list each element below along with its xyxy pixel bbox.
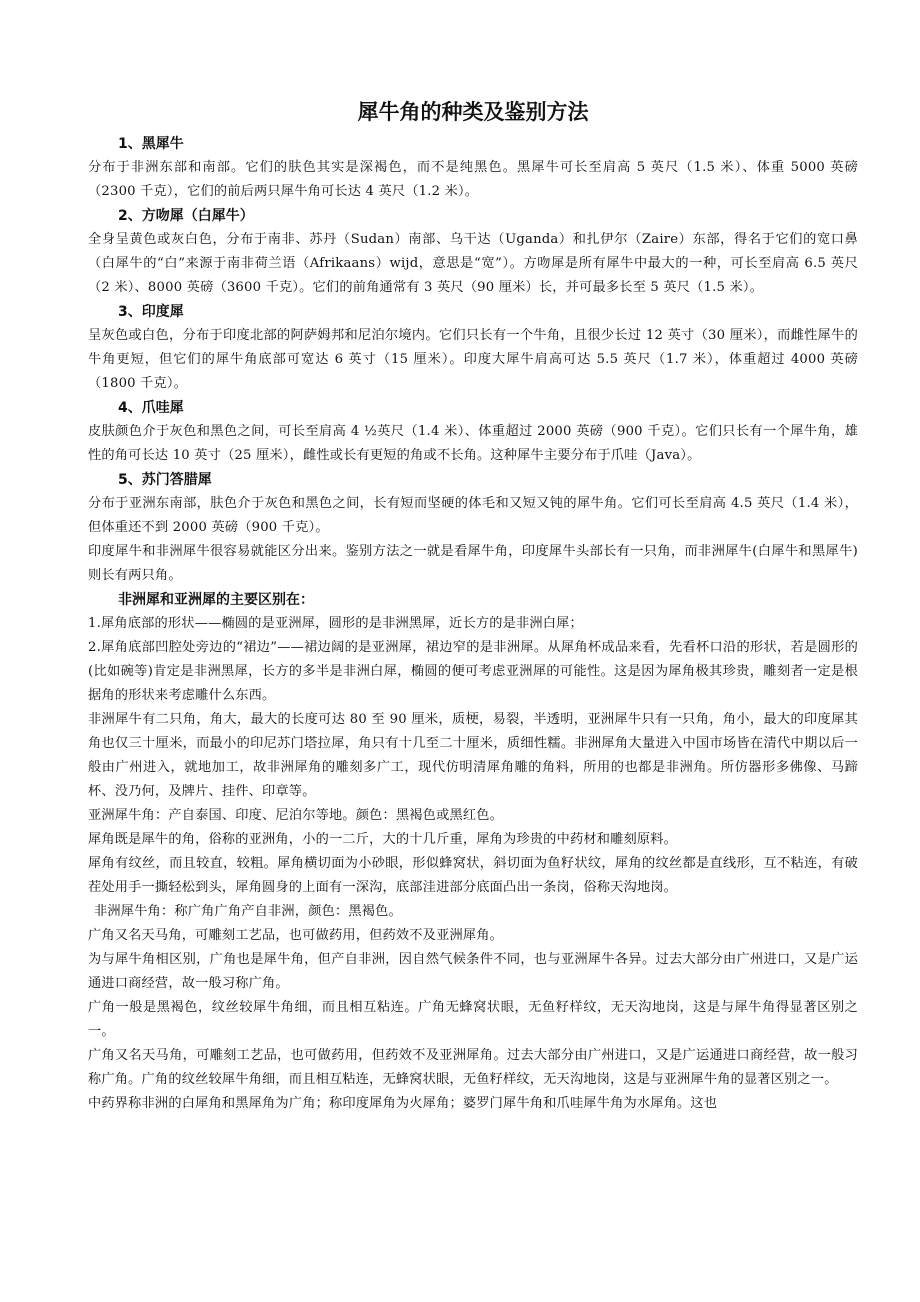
section-heading: 2、方吻犀（白犀牛） — [118, 208, 254, 224]
paragraph: 为与犀牛角相区别，广角也是犀牛角，但产自非洲，因自然气候条件不同，也与亚洲犀牛各异。过去大部分由广州进口，又是广运通进口商经营，故一般习称广角。 — [88, 952, 858, 991]
paragraph: 广角又名天马角，可雕刻工艺品，也可做药用，但药效不及亚洲犀角。 — [88, 928, 504, 943]
paragraph: 犀角有纹丝，而且较直，较粗。犀角横切面为小砂眼，形似蜂窝状，斜切面为鱼籽状纹，犀角的纹丝都是直线形，互不粘连，有破茬处用手一撕轻松到头，犀角圆身的上面有一深沟，底部洼进部分底面凸出一条岗，俗称天沟地岗。 — [88, 856, 858, 895]
paragraph: 印度犀牛和非洲犀牛很容易就能区分出来。鉴别方法之一就是看犀牛角，印度犀牛头部长有一只角，而非洲犀牛(白犀牛和黑犀牛)则长有两只角。 — [88, 544, 858, 583]
paragraph: 2.犀角底部凹腔处旁边的“裙边”——裙边阔的是亚洲犀，裙边窄的是非洲犀。从犀角杯成品来看，先看杯口沿的形状，若是圆形的(比如碗等)肯定是非洲黑犀，长方的多半是非洲白犀，椭圆的便可考虑亚洲犀的可能性。这是因为犀角极其珍贵，雕刻者一定是根据角的形状来考虑雕什么东西。 — [88, 640, 858, 703]
section-heading: 非洲犀和亚洲犀的主要区别在： — [118, 592, 314, 608]
page-title: 犀牛角的种类及鉴别方法 — [357, 100, 589, 124]
paragraph: 非洲犀牛有二只角，角大，最大的长度可达 80 至 90 厘米，质梗，易裂，半透明，亚洲犀牛只有一只角，角小，最大的印度犀其角也仅三十厘米，而最小的印尼苏门塔拉犀，角只有十几至二十厘米，质细性糯。非洲犀角大量进入中国市场皆在清代中期以后一般由广州进入，就地加工，故非洲犀角的雕刻多广工，现代仿明清犀角雕的角料，所用的也都是非洲角。所仿器形多佛像、马蹄杯、没乃何，及牌片、挂件、印章等。 — [88, 712, 858, 799]
section-heading: 4、爪哇犀 — [118, 400, 184, 416]
document-body — [88, 132, 858, 1116]
section-heading: 5、苏门答腊犀 — [118, 472, 212, 488]
paragraph: 全身呈黄色或灰白色，分布于南非、苏丹（Sudan）南部、乌干达（Uganda）和扎伊尔（Zaire）东部，得名于它们的宽口鼻（白犀牛的“白”来源于南非荷兰语（Afrikaans）wijd，意思是“宽”）。方吻犀是所有犀牛中最大的一种，可长至肩高 6.5 英尺（2 米）、8000 英磅（3600 千克）。它们的前角通常有 3 英尺（90 厘米）长，并可最多长至 5 英尺（1.5 米）。 — [88, 232, 858, 295]
paragraph: 皮肤颜色介于灰色和黑色之间，可长至肩高 4 ½英尺（1.4 米）、体重超过 2000 英磅（900 千克）。它们只长有一个犀牛角，雄性的角可长达 10 英寸（25 厘米），雌性或长有更短的角或不长角。这种犀牛主要分布于爪哇（Java）。 — [88, 424, 858, 463]
section-heading: 1、黑犀牛 — [118, 136, 184, 152]
paragraph: 呈灰色或白色，分布于印度北部的阿萨姆邦和尼泊尔境内。它们只长有一个牛角，且很少长过 12 英寸（30 厘米），而雌性犀牛的牛角更短，但它们的犀牛角底部可宽达 6 英寸（15 厘米）。印度大犀牛肩高可达 5.5 英尺（1.7 米），体重超过 4000 英磅（1800 千克）。 — [88, 328, 858, 391]
paragraph: 1.犀角底部的形状——椭圆的是亚洲犀，圆形的是非洲黑犀，近长方的是非洲白犀； — [88, 616, 583, 631]
paragraph: 分布于亚洲东南部，肤色介于灰色和黑色之间，长有短而坚硬的体毛和又短又钝的犀牛角。它们可长至肩高 4.5 英尺（1.4 米），但体重还不到 2000 英磅（900 千克）。 — [88, 496, 858, 535]
paragraph: 广角一般是黑褐色，纹丝较犀牛角细，而且相互粘连。广角无蜂窝状眼，无鱼籽样纹，无天沟地岗，这是与犀牛角得显著区别之一。 — [88, 1000, 858, 1039]
paragraph: 分布于非洲东部和南部。它们的肤色其实是深褐色，而不是纯黑色。黑犀牛可长至肩高 5 英尺（1.5 米）、体重 5000 英磅（2300 千克），它们的前后两只犀牛角可长达 4 英尺（1.2 米）。 — [88, 160, 858, 199]
document-page — [88, 92, 858, 1116]
paragraph: 犀角既是犀牛的角，俗称的亚洲角，小的一二斤，大的十几斤重，犀角为珍贵的中药材和雕刻原料。 — [88, 832, 678, 847]
paragraph: 非洲犀牛角：称广角广角产自非洲，颜色：黑褐色。 — [94, 904, 402, 919]
paragraph: 亚洲犀牛角：产自泰国、印度、尼泊尔等地。颜色：黑褐色或黑红色。 — [88, 808, 504, 823]
paragraph: 广角又名天马角，可雕刻工艺品，也可做药用，但药效不及亚洲犀角。过去大部分由广州进口，又是广运通进口商经营，故一般习称广角。广角的纹丝较犀牛角细，而且相互粘连，无蜂窝状眼，无鱼籽样纹，无天沟地岗，这是与亚洲犀牛角的显著区别之一。 — [88, 1048, 858, 1087]
paragraph: 中药界称非洲的白犀角和黑犀角为广角；称印度犀角为火犀角；婆罗门犀牛角和爪哇犀牛角为水犀角。这也 — [88, 1096, 718, 1111]
section-heading: 3、印度犀 — [118, 304, 184, 320]
